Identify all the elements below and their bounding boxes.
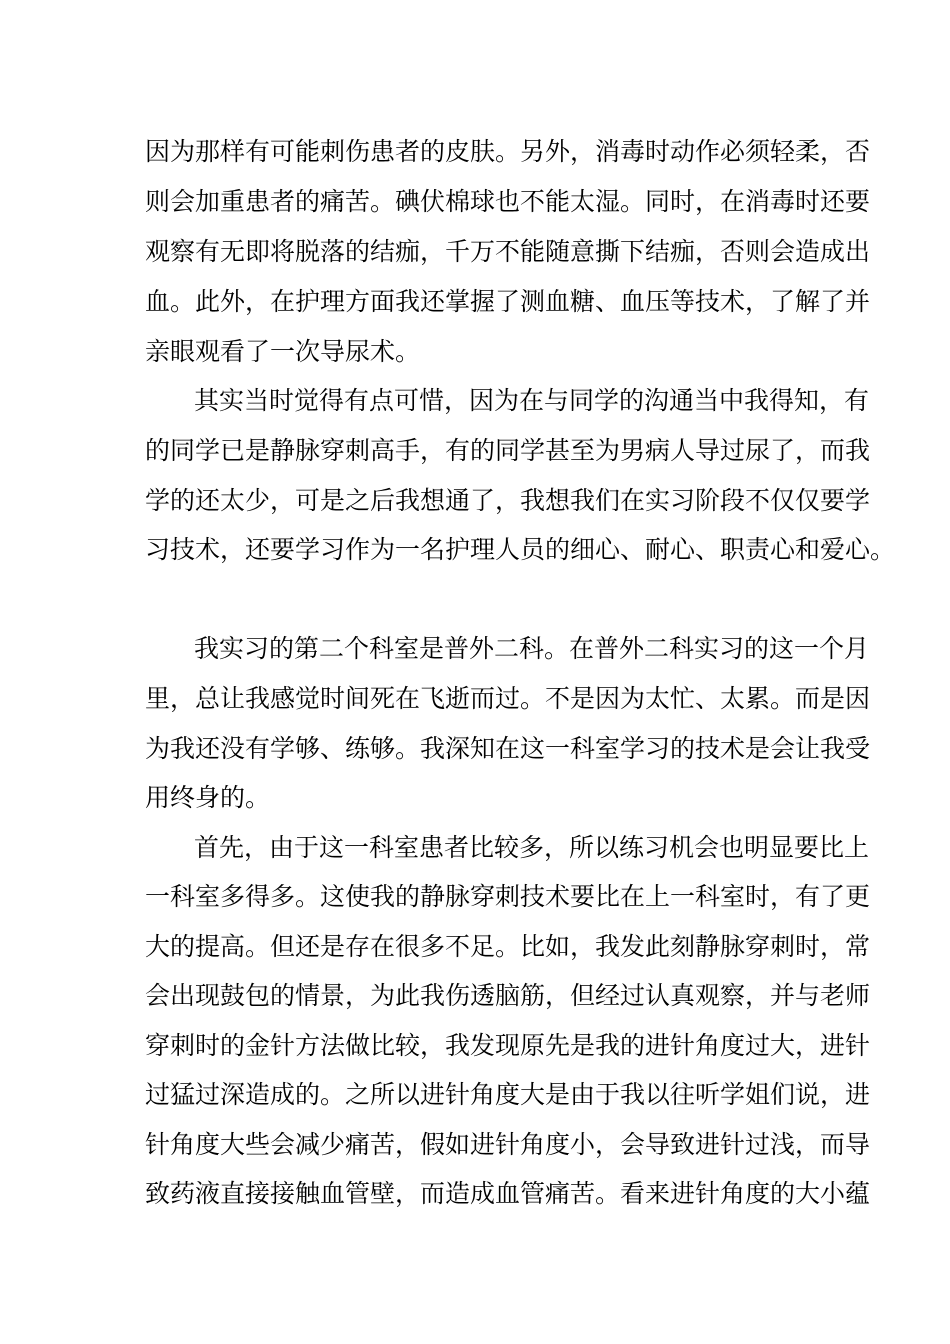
paragraph-2-line-3: 学的还太少，可是之后我想通了，我想我们在实习阶段不仅仅要学 [145,486,871,515]
paragraph-1-line-2: 则会加重患者的痛苦。碘伏棉球也不能太湿。同时，在消毒时还要 [145,187,871,216]
paragraph-1-line-3: 观察有无即将脱落的结痂，千万不能随意撕下结痂，否则会造成出 [145,237,871,266]
paragraph-4-line-6: 过猛过深造成的。之所以进针角度大是由于我以往听学姐们说，进 [145,1080,871,1109]
paragraph-4-line-7: 针角度大些会减少痛苦，假如进针角度小，会导致进针过浅，而导 [145,1130,871,1159]
paragraph-3-line-3: 为我还没有学够、练够。我深知在这一科室学习的技术是会让我受 [145,734,871,763]
paragraph-4-line-1: 首先，由于这一科室患者比较多，所以练习机会也明显要比上 [194,833,870,862]
paragraph-1-line-4: 血。此外，在护理方面我还掌握了测血糖、血压等技术，了解了并 [145,287,871,316]
paragraph-4-line-5: 穿刺时的金针方法做比较，我发现原先是我的进针角度过大，进针 [145,1031,871,1060]
paragraph-1-line-5: 亲眼观看了一次导尿术。 [145,337,421,366]
paragraph-3-line-2: 里，总让我感觉时间死在飞逝而过。不是因为太忙、太累。而是因 [145,684,871,713]
paragraph-2-line-2: 的同学已是静脉穿刺高手，有的同学甚至为男病人导过尿了，而我 [145,436,871,465]
paragraph-2-line-4: 习技术，还要学习作为一名护理人员的细心、耐心、职责心和爱心。 [145,535,896,564]
paragraph-3-line-1: 我实习的第二个科室是普外二科。在普外二科实习的这一个月 [194,634,870,663]
paragraph-4-line-3: 大的提高。但还是存在很多不足。比如，我发此刻静脉穿刺时，常 [145,932,871,961]
paragraph-4-line-8: 致药液直接接触血管壁，而造成血管痛苦。看来进针角度的大小蕴 [145,1179,871,1208]
paragraph-3-line-4: 用终身的。 [145,783,271,812]
paragraph-2-line-1: 其实当时觉得有点可惜，因为在与同学的沟通当中我得知，有 [194,386,870,415]
paragraph-4-line-2: 一科室多得多。这使我的静脉穿刺技术要比在上一科室时，有了更 [145,882,871,911]
paragraph-4-line-4: 会出现鼓包的情景，为此我伤透脑筋，但经过认真观察，并与老师 [145,981,871,1010]
paragraph-1-line-1: 因为那样有可能刺伤患者的皮肤。另外，消毒时动作必须轻柔，否 [145,137,871,166]
